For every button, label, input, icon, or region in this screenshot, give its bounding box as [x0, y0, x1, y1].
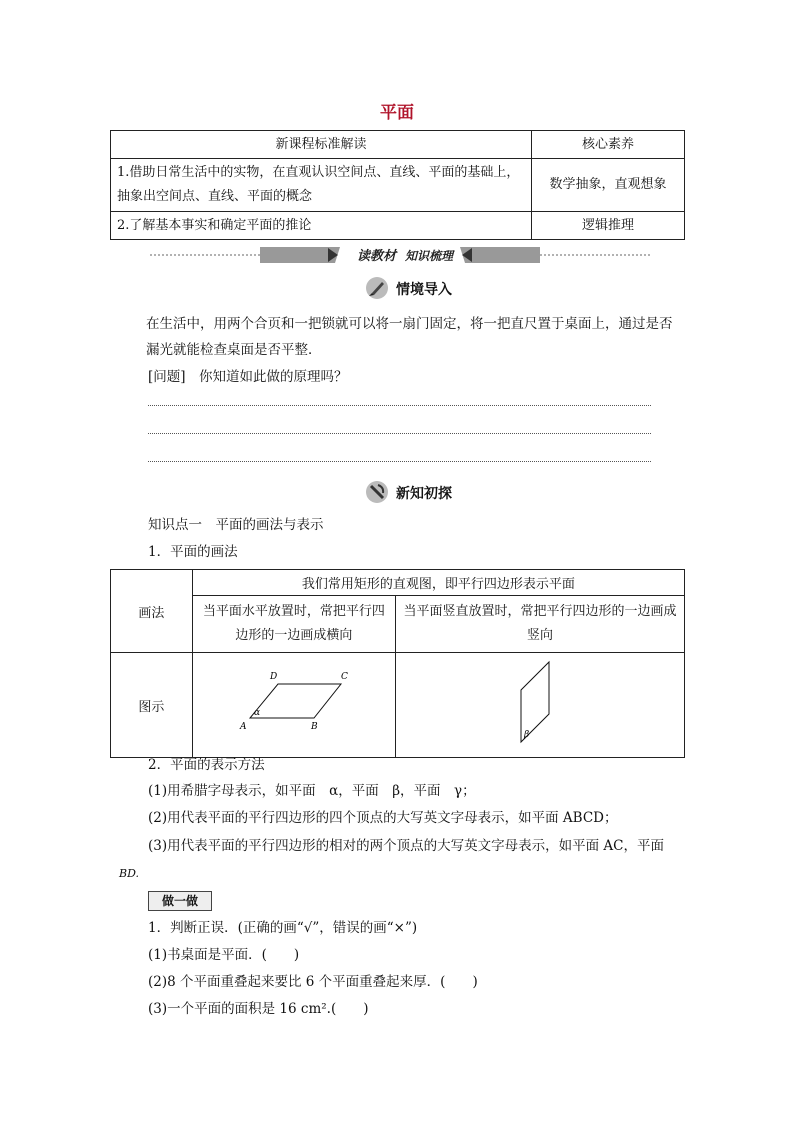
curriculum-standards-table: [110, 130, 685, 240]
representation-item-2: (2)用代表平面的平行四边形的四个顶点的大写英文字母表示，如平面 ABCD；: [148, 810, 618, 826]
vertex-label-d: D: [270, 672, 278, 682]
knowledge-point-title: 知识点一 平面的画法与表示: [148, 517, 324, 533]
banner-left-text: 读教材: [357, 249, 397, 264]
intro-paragraph-text: 在生活中，用两个合页和一把锁就可以将一扇门固定，将一把直尺置于桌面上，通过是否漏光就能检查桌面是否平整．: [146, 316, 673, 358]
banner-right-text: 知识梳理: [405, 249, 454, 263]
table-cell-literacy: 逻辑推理: [532, 212, 685, 240]
plane-label-alpha: α: [254, 708, 261, 718]
intro-paragraph: [148, 311, 678, 363]
table-cell-literacy: 数学抽象，直观想象: [532, 159, 685, 212]
vertical-rule-cell: 当平面竖直放置时，常把平行四边形的一边画成竖向: [396, 596, 685, 653]
answer-line: [148, 433, 651, 434]
table-header-interpretation: 新课程标准解读: [111, 131, 532, 159]
exercise-item-3: (3)一个平面的面积是 16 cm².( ): [148, 1001, 369, 1017]
representation-item-1: (1)用希腊字母表示，如平面 α，平面 β，平面 γ；: [148, 783, 476, 799]
vertical-plane-figure-cell: [396, 653, 685, 758]
vertex-label-a: A: [240, 722, 247, 732]
horizontal-plane-figure-cell: [192, 653, 395, 758]
subsection-title: 1．平面的画法: [148, 544, 238, 560]
exercise-item-1: (1)书桌面是平面．( ): [148, 947, 300, 963]
answer-line: [148, 461, 651, 462]
page-title: 平面: [380, 103, 414, 123]
row-label-drawing: 画法: [111, 570, 193, 653]
pen-icon: [364, 275, 390, 301]
vertex-label-b: B: [311, 722, 319, 732]
new-knowledge-heading: 新知初探: [396, 486, 452, 502]
exercise-item-2: (2)8 个平面重叠起来要比 6 个平面重叠起来厚．( ): [148, 974, 478, 990]
answer-line: [148, 405, 651, 406]
pencil-icon: [364, 479, 390, 505]
exercise-question: 1．判断正误．(正确的画“√”，错误的画“×”): [148, 920, 418, 936]
table-header-literacy: 核心素养: [532, 131, 685, 159]
intro-question: [问题] 你知道如此做的原理吗？: [148, 369, 348, 385]
horizontal-rule-cell: 当平面水平放置时，常把平行四边形的一边画成横向: [192, 596, 395, 653]
vertical-plane-figure: [397, 654, 683, 752]
table-cell-interpretation: 1.借助日常生活中的实物，在直观认识空间点、直线、平面的基础上，抽象出空间点、直线、平面的概念: [111, 159, 532, 212]
representation-item-3: (3)用代表平面的平行四边形的相对的两个顶点的大写英文字母表示，如平面 AC，平面: [148, 838, 664, 854]
horizontal-plane-figure: [196, 654, 391, 752]
plane-drawing-table: [110, 569, 685, 758]
table-cell-interpretation: 2.了解基本事实和确定平面的推论: [111, 212, 532, 240]
intro-heading: 情境导入: [396, 282, 452, 298]
exercise-badge: 做一做: [148, 891, 212, 911]
representation-title: 2．平面的表示方法: [148, 757, 265, 773]
drawing-intro-cell: 我们常用矩形的直观图，即平行四边形表示平面: [192, 570, 684, 596]
plane-label-beta: β: [524, 730, 530, 740]
section-banner: [150, 245, 650, 265]
representation-item-3-continued: BD.: [119, 867, 140, 880]
row-label-figure: 图示: [111, 653, 193, 758]
vertex-label-c: C: [341, 672, 349, 682]
